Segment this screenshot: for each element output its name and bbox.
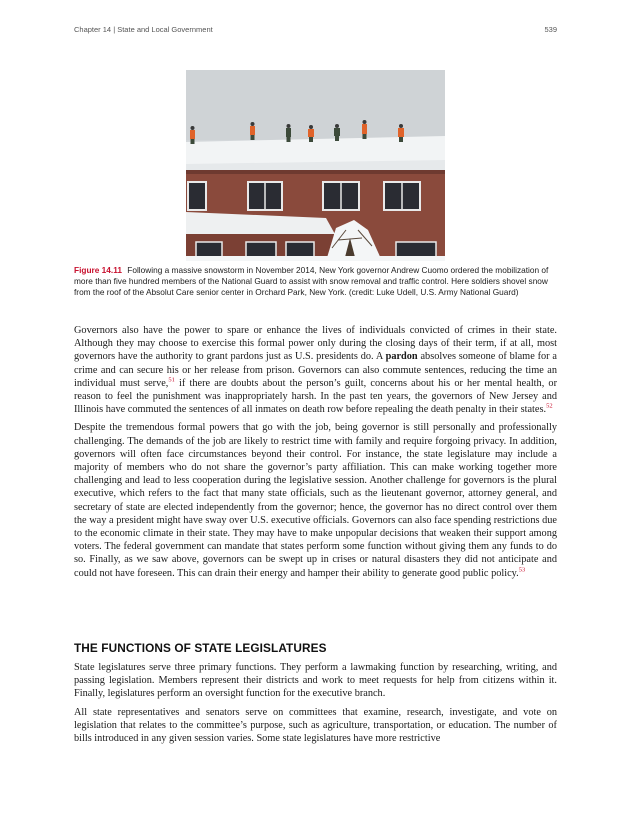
footnote-ref-53[interactable]: 53 <box>518 566 526 574</box>
paragraph-text: Governors also have the power to spare or enhance the lives of individuals convicted of crimes in their state. Although they may choose to exercise this formal power only during the closing days of their term, if at all, most governors have the authority to grant pardons just as U.S. presidents do. A <box>74 325 557 363</box>
chapter-title: Chapter 14 | State and Local Government <box>74 25 213 34</box>
paragraph-text: Despite the tremendous formal powers that go with the job, being governor is still personally and professionally challenging. The demands of the job are likely to restrict time with family and require forgoing privacy. In addition, governors will often face circumstances beyond their control. For instance, the state legislature may include a majority of members who do not share the governor’s party affiliation. This can make working together more challenging and lead to less cooperation during the legislative session. Another challenge for governors is the plural executive, which refers to the fact that many state officials, such as the lieutenant governor, attorney general, and secretary of state are elected independently from the governor; hence, the governor has no direct control over them the way a president might have sway over U.S. executive officials. Governors can also face spending restrictions due to the economic climate in their state. They may have to make unpopular decisions that weaken their support among voters. The federal government can mandate that states perform some function without giving them any funds to do so. Finally, as we saw above, governors can be swept up in crises or natural disasters they did not anticipate and could not have foreseen. This can drain their energy and hamper their ability to generate good public policy. <box>74 422 557 579</box>
paragraph-functions: State legislatures serve three primary functions. They perform a lawmaking function by researching, writing, and passing legislation. Members represent their districts and work to meet requests for help from citizens within it. Finally, legislatures perform an oversight function for the executive branch. <box>74 662 557 700</box>
paragraph-pardons <box>74 324 557 416</box>
section-heading: THE FUNCTIONS OF STATE LEGISLATURES <box>74 641 327 655</box>
paragraph-challenges <box>74 421 557 579</box>
page-number: 539 <box>544 25 557 34</box>
paragraph-committees: All state representatives and senators serve on committees that examine, research, investigate, and vote on legislation that relates to the committee’s purpose, such as agriculture, transportation, or education. The number of bills introduced in any given session varies. Some state legislatures have more restrictive <box>74 706 557 745</box>
paragraph-text: if there are doubts about the person’s guilt, concerns about his or her mental health, or reason to feel the punishment was inappropriately harsh. In the past ten years, the governors of New Jersey and Illinois have commuted the sentences of all inmates on death row before repealing the death penalty in their states. <box>74 377 557 416</box>
figure-caption-text: Following a massive snowstorm in November 2014, New York governor Andrew Cuomo ordered the mobilization of more than five hundred members of the National Guard to assist with snow removal and traffic control. Here soldiers shovel snow from the roof of the Absolut Care senior center in Orchard Park, New York. (credit: Luke Udell, U.S. Army National Guard) <box>74 265 549 297</box>
body-text-lower <box>74 661 557 750</box>
body-text-upper <box>74 324 557 585</box>
footnote-ref-51[interactable]: 51 <box>168 376 175 384</box>
figure-label: Figure 14.11 <box>74 265 122 275</box>
footnote-ref-52[interactable]: 52 <box>546 402 553 410</box>
key-term-pardon: pardon <box>385 351 418 363</box>
figure-photo <box>186 70 445 261</box>
paragraph-text: absolves someone of blame for a crime and can secure his or her release from prison. Governors can also commute sentences, reducing the time an individual must serve, <box>74 351 557 389</box>
figure-caption <box>74 265 557 298</box>
